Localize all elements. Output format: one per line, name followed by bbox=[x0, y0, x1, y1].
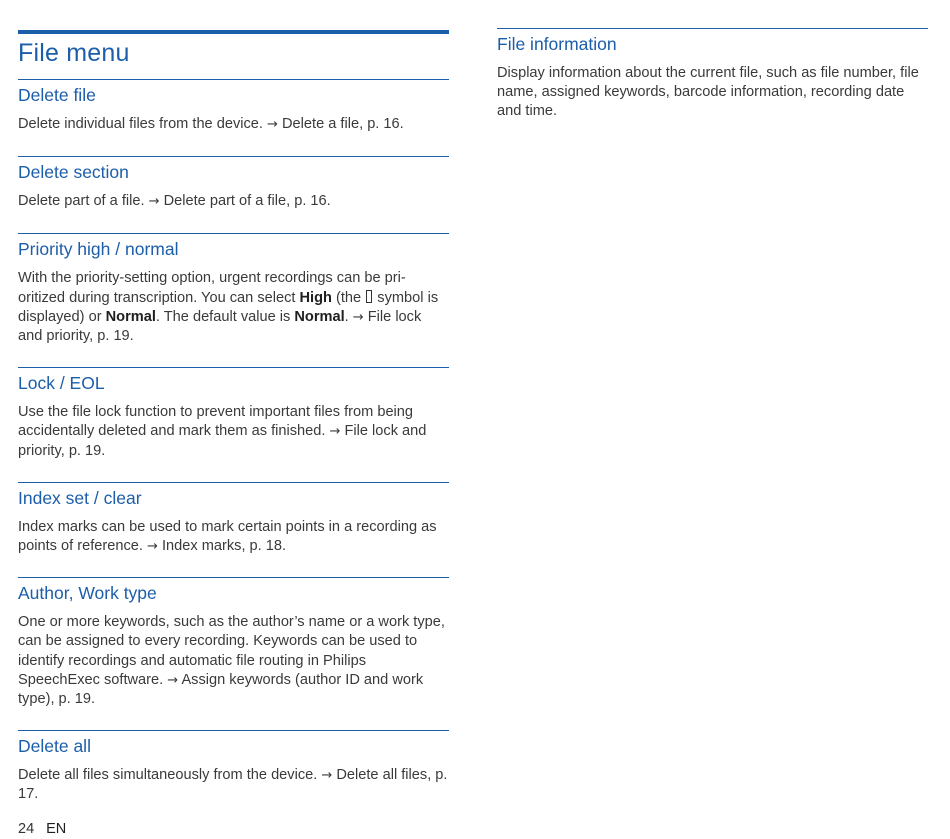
section-heading: File information bbox=[497, 34, 617, 54]
body-text: Delete part of a file. bbox=[18, 193, 145, 210]
arrow-icon: → bbox=[148, 194, 160, 210]
section-body bbox=[18, 403, 449, 461]
body-text: . The default value is bbox=[155, 308, 291, 325]
arrow-icon: → bbox=[147, 539, 158, 555]
section-delete-file bbox=[18, 79, 449, 134]
section-body bbox=[18, 269, 449, 346]
section-delete-section bbox=[18, 156, 449, 211]
body-text: Index marks can be used to mark certain points in a recording as points of reference. bbox=[18, 518, 437, 555]
section-heading: Author, Work type bbox=[18, 583, 157, 604]
body-text: One or more keywords, such as the author’s name or a work type, can be assigned to every recording. Keywords can be used to identify recordings and automatic file routing in Philips SpeechExec software. bbox=[18, 614, 445, 688]
cross-reference: Index marks, p. 18. bbox=[161, 538, 287, 555]
body-text: Delete all files simultaneously from the device. bbox=[18, 767, 318, 784]
page-footer bbox=[18, 821, 66, 837]
body-text: symbol is displayed) or bbox=[18, 289, 439, 325]
section-heading: Delete all bbox=[18, 736, 91, 757]
section-heading: Delete section bbox=[18, 162, 129, 183]
arrow-icon: → bbox=[167, 672, 179, 688]
arrow-icon: → bbox=[352, 309, 364, 325]
section-body bbox=[18, 518, 449, 556]
section-author bbox=[18, 577, 449, 709]
bold-normal: Normal bbox=[105, 308, 156, 325]
cross-reference: Delete all files, p. 17. bbox=[18, 767, 448, 803]
bold-high: High bbox=[299, 289, 332, 306]
section-heading: Lock / EOL bbox=[18, 373, 105, 394]
section-body: Display information about the current file, such as file number, file name, assigned keywords, barcode information, recording date and time. bbox=[497, 65, 919, 120]
title-rule bbox=[18, 30, 449, 34]
section-delete-all bbox=[18, 730, 449, 804]
section-heading: Index set / clear bbox=[18, 487, 142, 508]
arrow-icon: → bbox=[321, 768, 333, 784]
cross-reference: File lock and priority, p. 19. bbox=[18, 308, 422, 345]
section-file-information bbox=[497, 28, 928, 122]
language-label: EN bbox=[46, 821, 67, 837]
arrow-icon: → bbox=[267, 117, 278, 132]
body-text: . bbox=[344, 308, 349, 325]
section-body bbox=[18, 613, 449, 709]
section-priority bbox=[18, 233, 449, 346]
priority-symbol-icon bbox=[366, 290, 372, 303]
right-column bbox=[497, 28, 928, 122]
page-title: File menu bbox=[18, 39, 130, 67]
arrow-icon: → bbox=[329, 424, 341, 440]
body-text: (the bbox=[336, 289, 362, 306]
cross-reference: Delete part of a file, p. 16. bbox=[163, 193, 331, 210]
body-text: Delete individual files from the device. bbox=[18, 116, 263, 132]
cross-reference: File lock and priority, p. 19. bbox=[18, 423, 427, 459]
bold-normal: Normal bbox=[294, 308, 345, 325]
left-column bbox=[18, 30, 449, 805]
section-body bbox=[18, 766, 449, 804]
section-body bbox=[18, 192, 449, 211]
body-text: With the priority-setting option, urgent recordings can be pri-oritized during transcription. You can select bbox=[18, 270, 406, 306]
section-index bbox=[18, 482, 449, 556]
cross-reference: Delete a file, p. 16. bbox=[282, 116, 404, 132]
section-body bbox=[18, 115, 449, 134]
section-heading: Priority high / normal bbox=[18, 239, 179, 260]
cross-reference: Assign keywords (author ID and work type), p. 19. bbox=[18, 671, 424, 708]
body-text: Use the file lock function to prevent important files from being accidentally deleted and mark them as finished. bbox=[18, 404, 414, 440]
page-number: 24 bbox=[18, 821, 35, 837]
section-lock bbox=[18, 367, 449, 461]
section-heading: Delete file bbox=[18, 85, 96, 105]
